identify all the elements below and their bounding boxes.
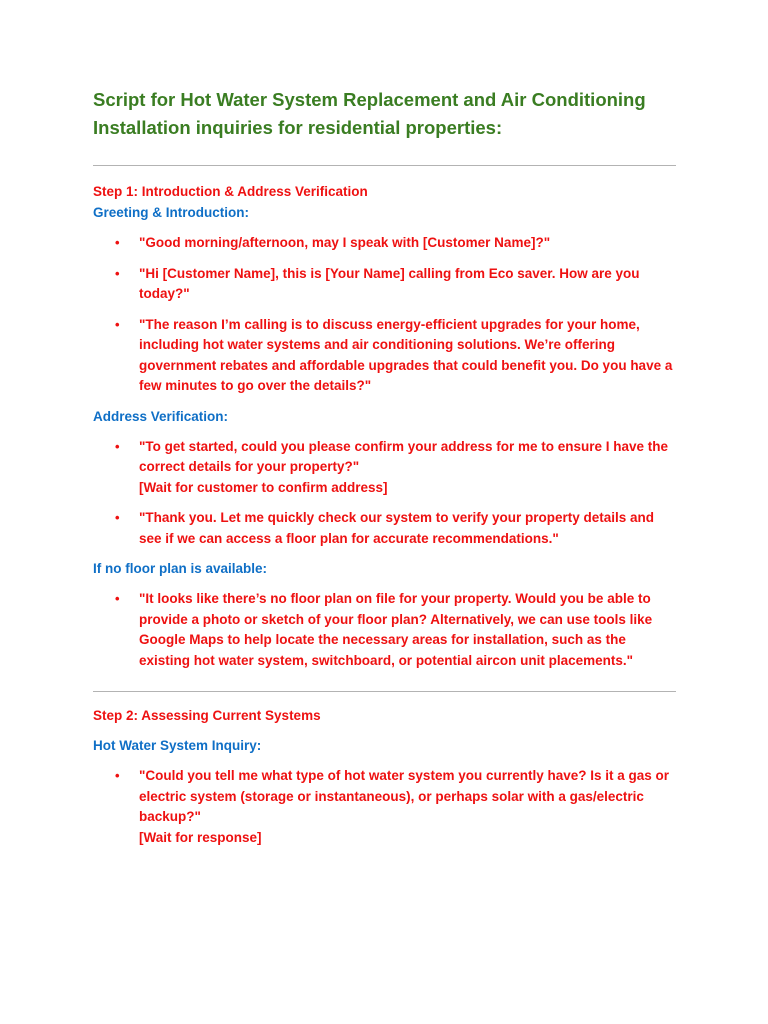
- address-list: [93, 437, 676, 550]
- list-item: [93, 508, 676, 549]
- step-2-heading: Step 2: Assessing Current Systems: [93, 708, 321, 723]
- hot-water-list: [93, 766, 676, 848]
- bullet-icon: •: [115, 316, 120, 332]
- no-floor-plan-heading: If no floor plan is available:: [93, 561, 268, 576]
- document-title: Script for Hot Water System Replacement and Air Conditioning Installation inquiries for residential properties:: [93, 89, 646, 138]
- hot-water-inquiry-heading: Hot Water System Inquiry:: [93, 738, 262, 753]
- no-floor-plan-list: [93, 589, 676, 671]
- list-item-text: "Could you tell me what type of hot water system you currently have? Is it a gas or electric system (storage or instantaneous), or perhaps solar with a gas/electric backup?": [139, 768, 670, 824]
- list-item-text: "Thank you. Let me quickly check our system to verify your property details and see if we can access a floor plan for accurate recommendations.": [139, 510, 655, 546]
- list-item-text: "Good morning/afternoon, may I speak with [Customer Name]?": [139, 235, 551, 250]
- list-item-text: "The reason I’m calling is to discuss energy-efficient upgrades for your home, including hot water systems and air conditioning solutions. We’re offering government rebates and affordable upgrades that could benefit you. Do you have a few minutes to go over the details?": [139, 316, 673, 393]
- address-verification-heading: Address Verification:: [93, 408, 229, 424]
- list-item-text: "It looks like there’s no floor plan on file for your property. Would you be able to provide a photo or sketch of your floor plan? Alternatively, we can use tools like Google Maps to help locate the necessary areas for installation, such as the existing hot water system, switchboard, or potential aircon unit placements.": [139, 591, 653, 668]
- list-item: [93, 315, 676, 397]
- divider-2: [93, 691, 676, 692]
- bullet-icon: •: [115, 265, 120, 281]
- greeting-heading: Greeting & Introduction:: [93, 205, 249, 220]
- list-item-note: [Wait for customer to confirm address]: [139, 479, 388, 495]
- bullet-icon: •: [115, 235, 120, 250]
- list-item: [93, 264, 676, 305]
- document-page: [93, 86, 676, 848]
- step-1-heading: Step 1: Introduction & Address Verification: [93, 184, 368, 199]
- bullet-icon: •: [115, 438, 120, 454]
- list-item: [93, 589, 676, 671]
- list-item: [93, 437, 676, 499]
- bullet-icon: •: [115, 591, 120, 606]
- list-item-text: "Hi [Customer Name], this is [Your Name] calling from Eco saver. How are you today?": [139, 265, 640, 301]
- greeting-list: [93, 233, 676, 397]
- list-item-text: "To get started, could you please confirm your address for me to ensure I have the correct details for your property?": [139, 438, 669, 474]
- bullet-icon: •: [115, 768, 120, 783]
- list-item: [93, 766, 676, 848]
- list-item-note: [Wait for response]: [139, 829, 262, 845]
- bullet-icon: •: [115, 510, 120, 525]
- list-item: [93, 233, 676, 254]
- divider-1: [93, 165, 676, 166]
